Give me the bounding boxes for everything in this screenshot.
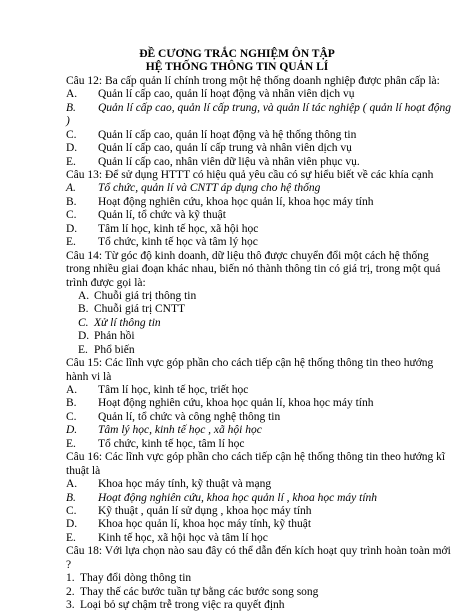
q12-option-c-text: Quản lí cấp cao, quản lí hoạt động và hệ thống thông tin — [98, 128, 357, 141]
q15-option-e-text: Tổ chức, kinh tế học, tâm lí học — [98, 437, 245, 450]
q15-option-a-label: A. — [66, 384, 78, 396]
q12-option-b-text: Quản lí cấp cao, quản lí cấp trung, và quản lí tác nghiệp ( quản lí hoạt động — [98, 101, 451, 114]
q13-option-e-text: Tổ chức, kinh tế học và tâm lý học — [98, 236, 258, 249]
q16-option-d-text: Khoa học quản lí, khoa học máy tính, kỹ thuật — [98, 518, 312, 531]
q13-option-b-label: B. — [66, 195, 77, 208]
q18-option-3-text: Loại bỏ sự chậm trễ trong việc ra quyết định — [80, 599, 285, 611]
question-16-line1: Câu 16: Các lĩnh vực góp phần cho cách tiếp cận hệ thống thông tin theo hướng kĩ — [66, 451, 446, 464]
q14-option-a-text: Chuỗi giá trị thông tin — [94, 289, 197, 302]
question-13: Câu 13: Để sử dụng HTTT có hiệu quả yêu cầu có sự hiểu biết về các khía cạnh — [66, 169, 434, 181]
q16-option-a-label: A. — [66, 478, 78, 490]
q18-option-2-label: 2. — [66, 585, 75, 598]
q12-option-a-label: A. — [66, 88, 78, 101]
q16-option-c-text: Kỹ thuật , quản lí sử dụng , khoa học máy tính — [98, 504, 312, 517]
q18-option-1-label: 1. — [66, 572, 75, 585]
q14-option-e-label: E. — [78, 343, 88, 356]
q14-option-d-text: Phản hồi — [94, 330, 135, 343]
question-18-continuation: ? — [66, 558, 72, 571]
question-15-line1: Câu 15: Các lĩnh vực góp phần cho cách tiếp cận hệ thống thông tin theo hướng — [66, 357, 434, 370]
q16-option-c-label: C. — [66, 504, 77, 517]
q12-option-b-label: B. — [66, 101, 76, 114]
question-14-line1: Câu 14: Từ góc độ kinh doanh, dữ liệu thô được chuyển đổi một cách hệ thống — [66, 249, 429, 262]
q12-option-e-text: Quản lí cấp cao, nhân viên dữ liệu và nhân viên phục vụ. — [98, 155, 360, 168]
q15-option-c-text: Quản lí, tổ chức và công nghệ thông tin — [98, 410, 281, 423]
q16-option-b-label: B. — [66, 491, 76, 504]
q18-option-3-label: 3. — [66, 599, 75, 611]
q13-option-e-label: E. — [66, 236, 76, 249]
q12-option-a-text: Quản lí cấp cao, quản lí hoạt động và nhân viên dịch vụ — [98, 88, 355, 101]
q13-option-a-label: A. — [66, 182, 76, 195]
q12-option-d-text: Quản lí cấp cao, quản lí cấp trung và nhân viên dịch vụ — [98, 142, 352, 155]
doc-title-line1: ĐỀ CƯƠNG TRẮC NGHIỆM ÔN TẬP — [139, 48, 335, 60]
q16-option-e-label: E. — [66, 531, 76, 544]
q14-option-b-label: B. — [78, 303, 89, 316]
question-14-line3: trình được gọi là: — [66, 276, 146, 289]
q14-option-c-label: C. — [78, 316, 89, 329]
question-16-line2: thuật là — [66, 464, 101, 477]
q16-option-b-text: Hoạt động nghiên cứu, khoa học quản lí , khoa học máy tính — [98, 491, 378, 504]
q15-option-c-label: C. — [66, 410, 77, 423]
q14-option-b-text: Chuỗi giá trị CNTT — [94, 303, 186, 316]
q13-option-c-text: Quản lí, tổ chức và kỹ thuật — [98, 209, 226, 222]
q13-option-c-label: C. — [66, 209, 77, 222]
q16-option-e-text: Kinh tế học, xã hội học và tâm lí học — [98, 531, 268, 544]
q15-option-a-text: Tâm lí học, kinh tế học, triết học — [98, 384, 249, 396]
q12-option-c-label: C. — [66, 128, 77, 141]
doc-title-line2: HỆ THỐNG THÔNG TIN QUẢN LÍ — [145, 61, 329, 74]
q18-option-2-text: Thay thế các bước tuần tự bằng các bước song song — [80, 585, 319, 598]
question-18: Câu 18: Với lựa chọn nào sau đây có thể dẫn đến kích hoạt quy trình hoàn toàn mới — [66, 545, 451, 558]
q15-option-d-label: D. — [66, 424, 78, 437]
q13-option-d-label: D. — [66, 222, 78, 235]
q15-option-e-label: E. — [66, 437, 76, 450]
q12-option-e-label: E. — [66, 155, 76, 168]
question-15-line2: hành vi là — [66, 370, 112, 383]
q15-option-d-text: Tâm lý học, kinh tế học , xã hội học — [98, 424, 262, 437]
q16-option-d-label: D. — [66, 518, 78, 531]
q13-option-a-text: Tổ chức, quản lí và CNTT áp dụng cho hệ thống — [98, 182, 321, 195]
q14-option-a-label: A. — [78, 289, 90, 302]
q13-option-d-text: Tâm lí học, kinh tế học, xã hội học — [98, 222, 259, 235]
q15-option-b-text: Hoạt động nghiên cứu, khoa học quản lí, khoa học máy tính — [98, 397, 374, 410]
q12-option-d-label: D. — [66, 142, 78, 155]
q13-option-b-text: Hoạt động nghiên cứu, khoa học quản lí, khoa học máy tính — [98, 195, 374, 208]
q14-option-e-text: Phổ biến — [94, 343, 135, 356]
question-14-line2: trong nhiều giai đoạn khác nhau, biến nó thành thông tin có giá trị, trong một quá — [66, 263, 441, 275]
question-12: Câu 12: Ba cấp quản lí chính trong một hệ thống doanh nghiệp được phân cấp là: — [66, 74, 440, 87]
q18-option-1-text: Thay đổi dòng thông tin — [80, 572, 192, 585]
q14-option-c-text: Xử lí thông tin — [94, 316, 161, 329]
q14-option-d-label: D. — [78, 330, 90, 343]
q12-option-b-continuation: ) — [66, 115, 70, 128]
q16-option-a-text: Khoa học máy tính, kỹ thuật và mạng — [98, 478, 272, 490]
q15-option-b-label: B. — [66, 397, 77, 410]
